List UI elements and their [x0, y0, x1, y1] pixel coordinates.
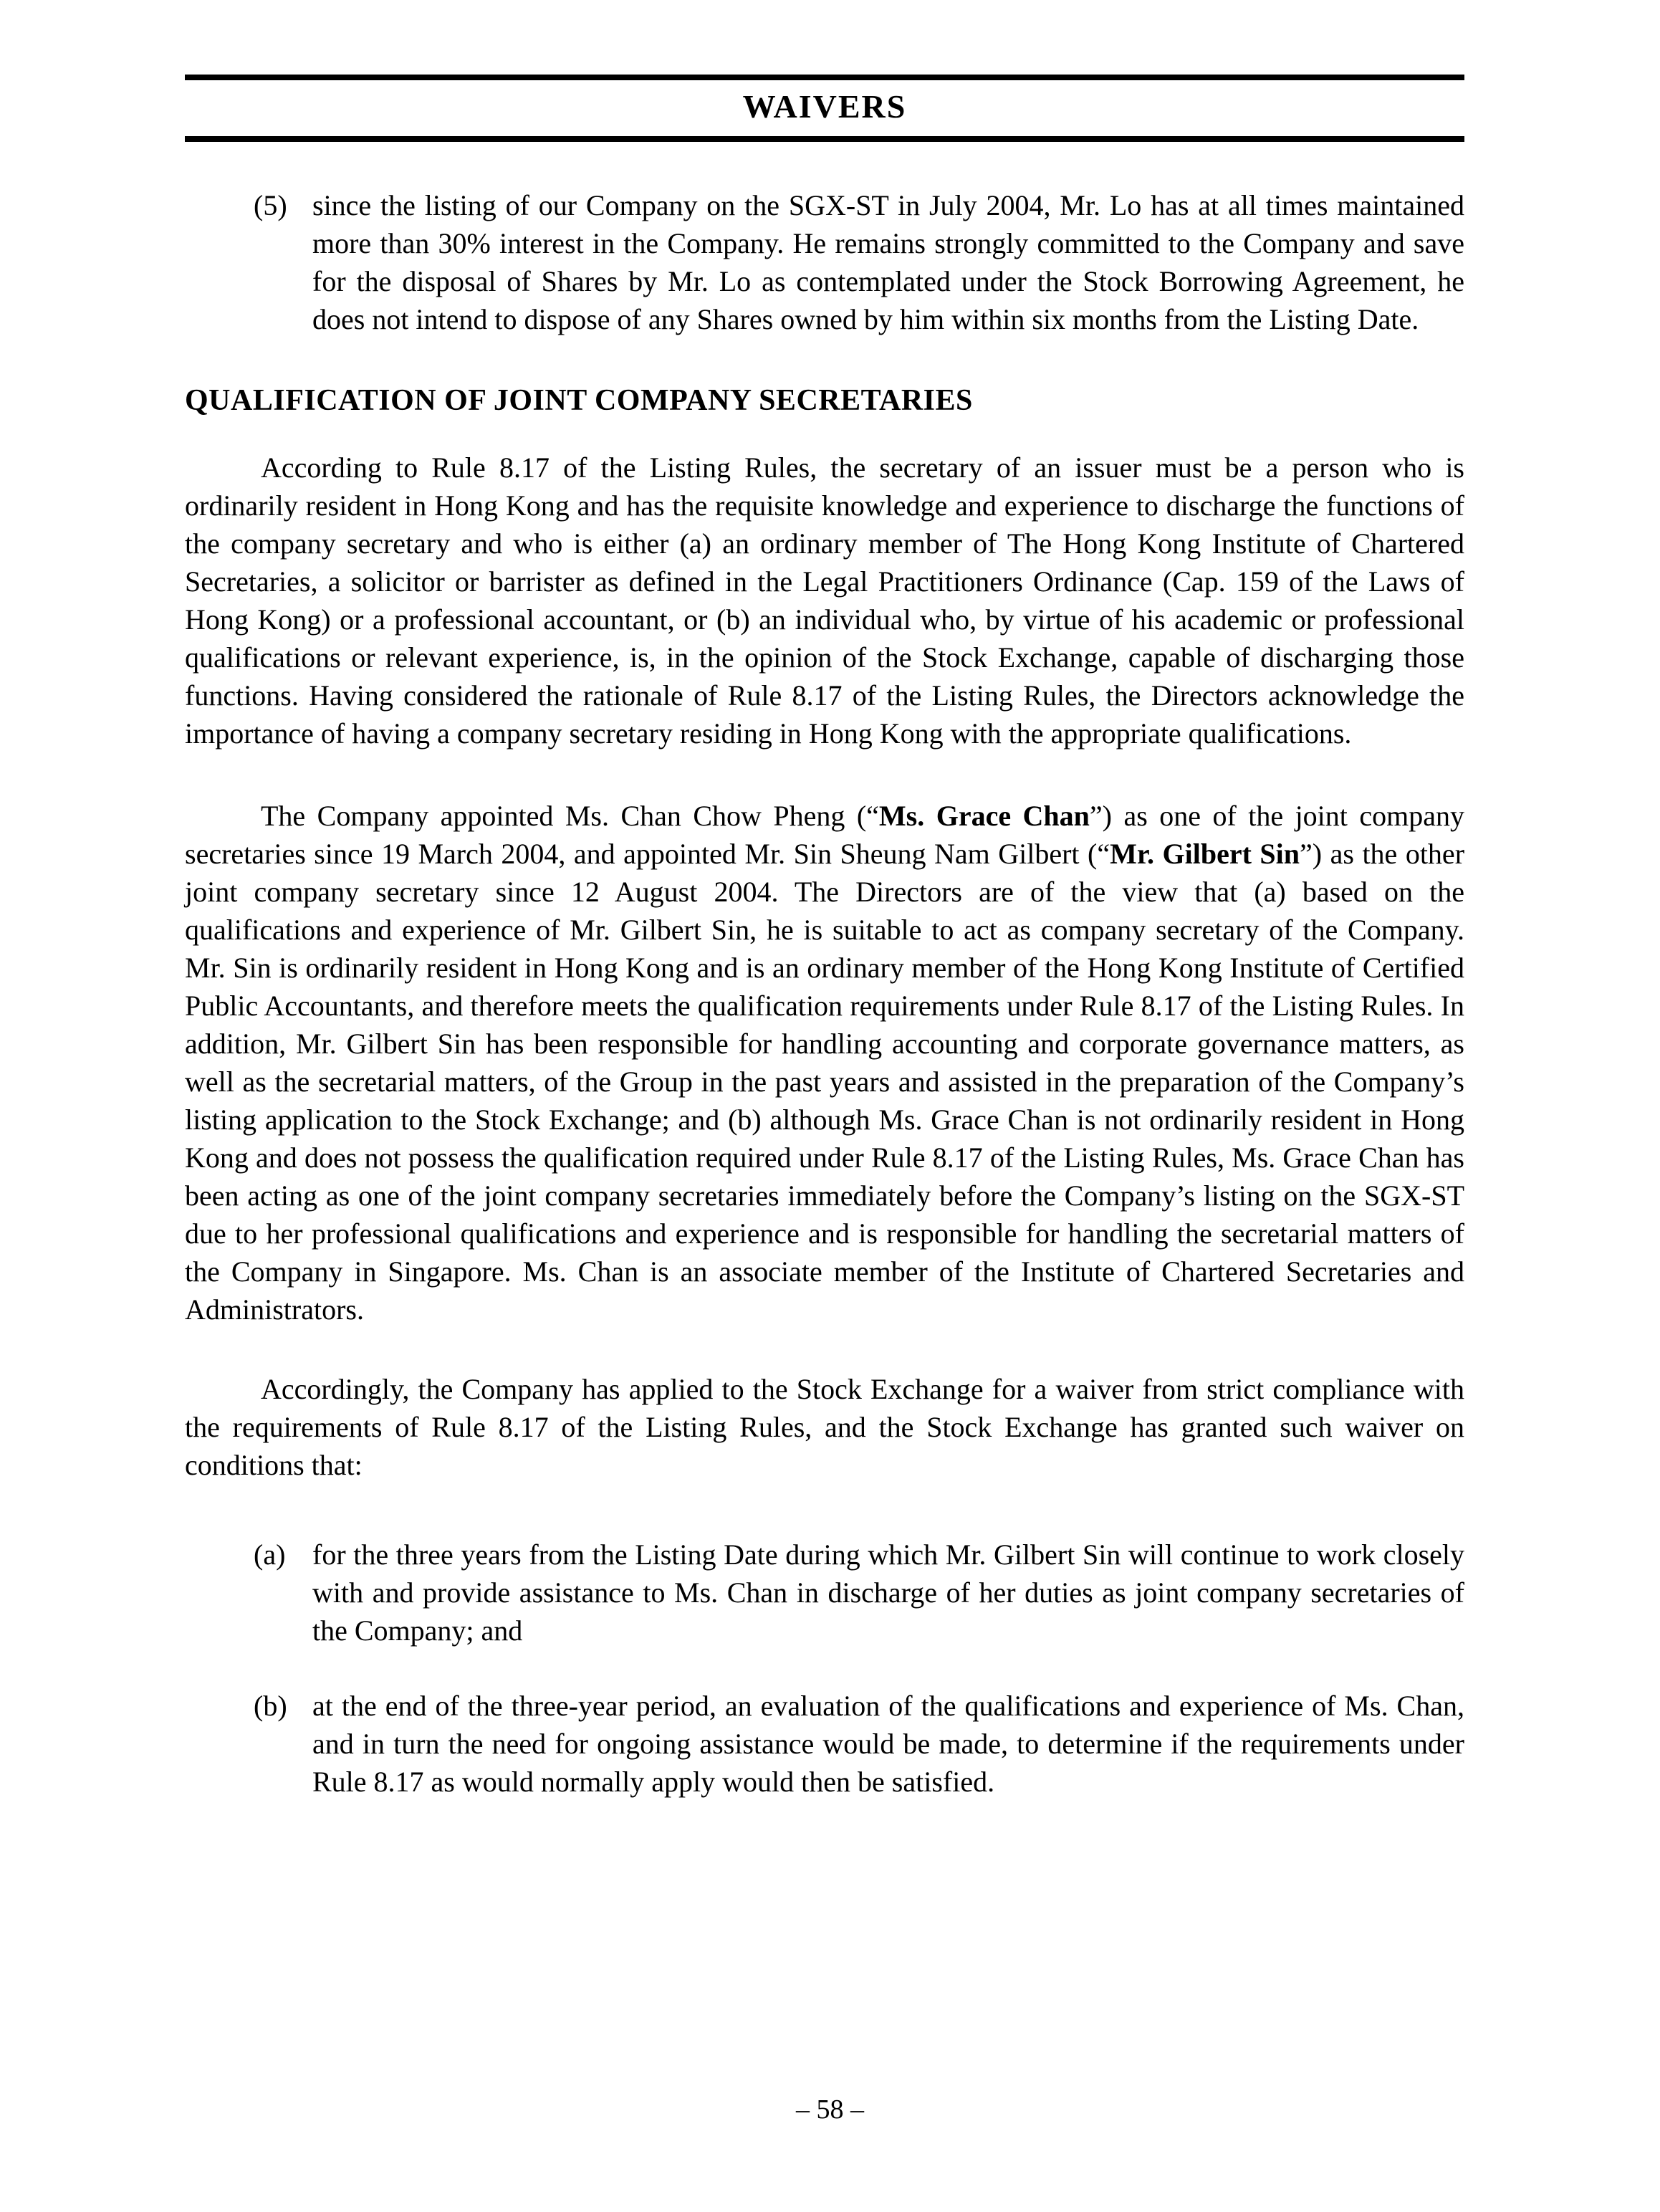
paragraph-waiver-application: Accordingly, the Company has applied to the Stock Exchange for a waiver from strict compliance with the requirements of Rule 8.17 of the Listing Rules, and the Stock Exchange has granted such waiver on conditions that:	[185, 1373, 1464, 1481]
page-header	[185, 75, 1464, 142]
page-footer	[0, 2092, 1660, 2127]
condition-a	[185, 1536, 1464, 1650]
page-number: – 58 –	[796, 2094, 864, 2125]
page-content	[185, 0, 1464, 1801]
condition-b	[185, 1687, 1464, 1801]
condition-b-text: at the end of the three-year period, an evaluation of the qualifications and experience of Ms. Chan, and in turn the need for ongoing assistance would be made, to determine if the requirements under Rule 8.17 as would normally apply would then be satisfied.	[312, 1690, 1464, 1798]
list-item-5-text: since the listing of our Company on the SGX-ST in July 2004, Mr. Lo has at all times maintained more than 30% interest in the Company. He remains strongly committed to the Company and save for the disposal of Shares by Mr. Lo as contemplated under the Stock Borrowing Agreement, he does not intend to dispose of any Shares owned by him within six months from the Listing Date.	[312, 189, 1464, 335]
text-run: The Company appointed Ms. Chan Chow Pheng (“	[261, 800, 879, 832]
bold-name-grace-chan: Ms. Grace Chan	[878, 800, 1090, 832]
page-title: WAIVERS	[742, 88, 907, 125]
text-run: ”) as the other joint company secretary since 12 August 2004. The Directors are of the view that (a) based on the qualifications and experience of Mr. Gilbert Sin, he is suitable to act as company secretary of the Company. Mr. Sin is ordinarily resident in Hong Kong and is an ordinary member of the Hong Kong Institute of Certified Public Accountants, and therefore meets the qualification requirements under Rule 8.17 of the Listing Rules. In addition, Mr. Gilbert Sin has been responsible for handling accounting and corporate governance matters, as well as the secretarial matters, of the Group in the past years and assisted in the preparation of the Company’s listing application to the Stock Exchange; and (b) although Ms. Grace Chan is not ordinarily resident in Hong Kong and does not possess the qualification required under Rule 8.17 of the Listing Rules, Ms. Grace Chan has been acting as one of the joint company secretaries immediately before the Company’s listing on the SGX-ST due to her professional qualifications and experience and is responsible for handling the secretarial matters of the Company in Singapore. Ms. Chan is an associate member of the Institute of Chartered Secretaries and Administrators.	[185, 838, 1465, 1326]
condition-a-text: for the three years from the Listing Date during which Mr. Gilbert Sin will continue to work closely with and provide assistance to Ms. Chan in discharge of her duties as joint company secretaries of the Company; and	[312, 1538, 1464, 1647]
list-marker-a: (a)	[254, 1538, 286, 1571]
section-heading: QUALIFICATION OF JOINT COMPANY SECRETARIES	[185, 384, 973, 417]
list-item-5	[185, 186, 1464, 338]
text-run: ”) as one of the joint company secretaries since 19 March 2004, and appointed Mr. Sin Sheung Nam Gilbert (“	[185, 800, 1464, 870]
paragraph-appointment	[185, 797, 1464, 1328]
bold-name-gilbert-sin: Mr. Gilbert Sin	[1110, 838, 1300, 870]
paragraph-rule-817: According to Rule 8.17 of the Listing Rules, the secretary of an issuer must be a person who is ordinarily resident in Hong Kong and has the requisite knowledge and experience to discharge the functions of the company secretary and who is either (a) an ordinary member of The Hong Kong Institute of Chartered Secretaries, a solicitor or barrister as defined in the Legal Practitioners Ordinance (Cap. 159 of the Laws of Hong Kong) or a professional accountant, or (b) an individual who, by virtue of his academic or professional qualifications or relevant experience, is, in the opinion of the Stock Exchange, capable of discharging those functions. Having considered the rationale of Rule 8.17 of the Listing Rules, the Directors acknowledge the importance of having a company secretary residing in Hong Kong with the appropriate qualifications.	[185, 451, 1464, 750]
list-marker-5: (5)	[254, 189, 287, 221]
list-marker-b: (b)	[254, 1690, 287, 1722]
